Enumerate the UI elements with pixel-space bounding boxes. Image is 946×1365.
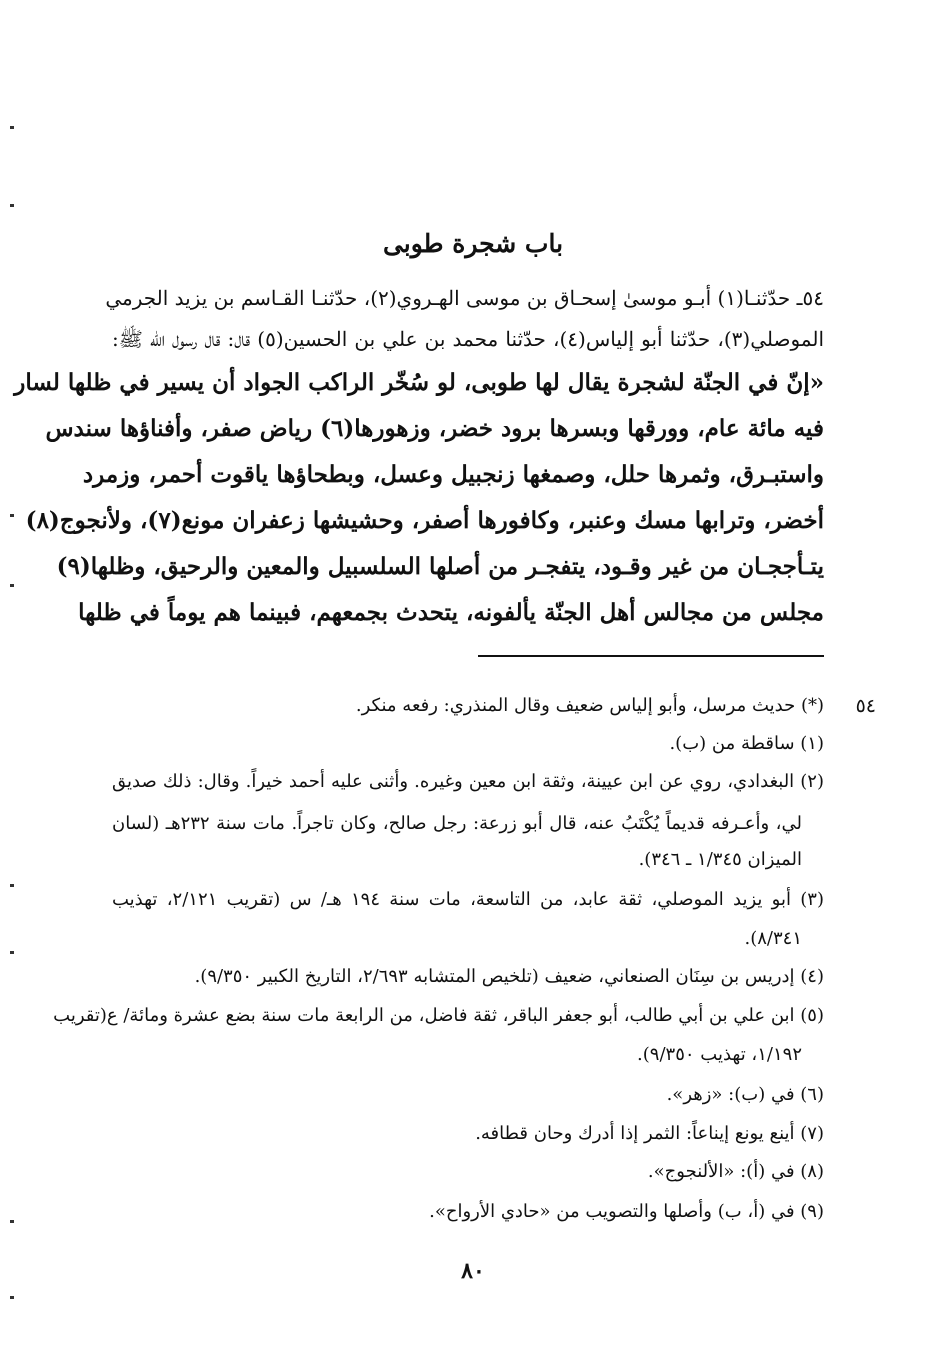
scan-speck [10, 884, 14, 887]
body-line: الموصلي(٣)، حدّثنا أبو إلياس(٤)، حدّثنا محمد بن علي بن الحسين(٥) قال: قال رسول الله ﷺ: [112, 327, 825, 351]
footnote-line: (٤) إدريس بن سِنَان الصنعاني، ضعيف (تلخيص المتشابه ٢/٦٩٣، التاريخ الكبير ٩/٣٥٠). [194, 966, 824, 987]
footnote-line: (*) حديث مرسل، وأبو إلياس ضعيف وقال المنذري: رفعه منكر. [355, 695, 824, 716]
footnote-line: (٢) البغدادي، روي عن ابن عيينة، وثقة ابن معين وغيره. وأثنى عليه أحمد خيراً. وقال: ذلك صديق [112, 771, 824, 792]
hadith-line: مجلس من مجالس أهل الجنّة يألفونه، يتحدث بجمعهم، فبينما هم يوماً في ظلها [78, 599, 824, 626]
hadith-line: يتـأججـان من غير وقـود، يتفجـر من أصلها السلسبيل والمعين والرحيق، وظلها(٩) [56, 553, 824, 580]
scan-speck [10, 204, 14, 207]
footnote-line: (٦) في (ب): «زهر». [666, 1084, 824, 1105]
footnote-line: ٨/٣٤١). [744, 928, 802, 949]
hadith-line: «إنّ في الجنّة لشجرة يقال لها طوبى، لو سُخّر الراكب الجواد أن يسير في ظلها لسار [14, 369, 824, 396]
footnote-separator [478, 655, 824, 657]
footnote-line: لي، وأعـرفه قديماً يُكْتَبُ عنه، قال أبو زرعة: رجل صالح، وكان تاجراً. مات سنة ٢٣٢هـ (لسان [112, 813, 802, 834]
footnote-hadith-number: ٥٤ [855, 695, 876, 717]
hadith-line: فيه مائة عام، وورقها وبسرها برود خضر، وزهورها(٦) رياض صفر، وأفناؤها سندس [45, 415, 824, 442]
footnote-line: (٨) في (أ): «الألنجوج». [647, 1161, 824, 1182]
page-number: ٨٠ [461, 1258, 485, 1284]
body-line: ٥٤ـ حدّثنـا(١) أبـو موسىٰ إسحـاق بن موسى الهـروي(٢)، حدّثنـا القـاسم بن يزيد الجرمي [105, 286, 824, 310]
footnote-line: (٥) ابن علي بن أبي طالب، أبو جعفر الباقر، ثقة فاضل، من الرابعة مات سنة بضع عشرة ومائة/ ع(تقريب [53, 1005, 824, 1026]
scan-speck [10, 584, 14, 587]
footnote-line: ١/١٩٢، تهذيب ٩/٣٥٠). [637, 1044, 802, 1065]
hadith-line: أخضر، وترابها مسك وعنبر، وكافورها أصفر، وحشيشها زعفران مونع(٧)، ولأنجوج(٨) [25, 507, 824, 534]
footnote-line: (٧) أينع يونع إيناعاً: الثمر إذا أدرك وحان قطافه. [475, 1123, 824, 1144]
footnote-line: الميزان ١/٣٤٥ ـ ٣٤٦). [638, 849, 802, 870]
chapter-title: باب شجرة طوبى [382, 229, 564, 258]
footnote-line: (٩) في (أ، ب) وأصلها والتصويب من «حادي الأرواح». [429, 1201, 824, 1222]
scan-speck [10, 951, 14, 954]
scan-speck [10, 514, 14, 517]
footnote-line: (١) ساقطة من (ب). [669, 733, 824, 754]
scan-speck [10, 1220, 14, 1223]
scan-speck [10, 1296, 14, 1299]
scan-speck [10, 126, 14, 129]
footnote-line: (٣) أبو يزيد الموصلي، ثقة عابد، من التاسعة، مات سنة ١٩٤ هـ/ س (تقريب ٢/١٢١، تهذيب [112, 889, 824, 910]
hadith-line: واستبـرق، وثمرها حلل، وصمغها زنجبيل وعسل، وبطحاؤها ياقوت أحمر، وزمرد [82, 461, 824, 488]
